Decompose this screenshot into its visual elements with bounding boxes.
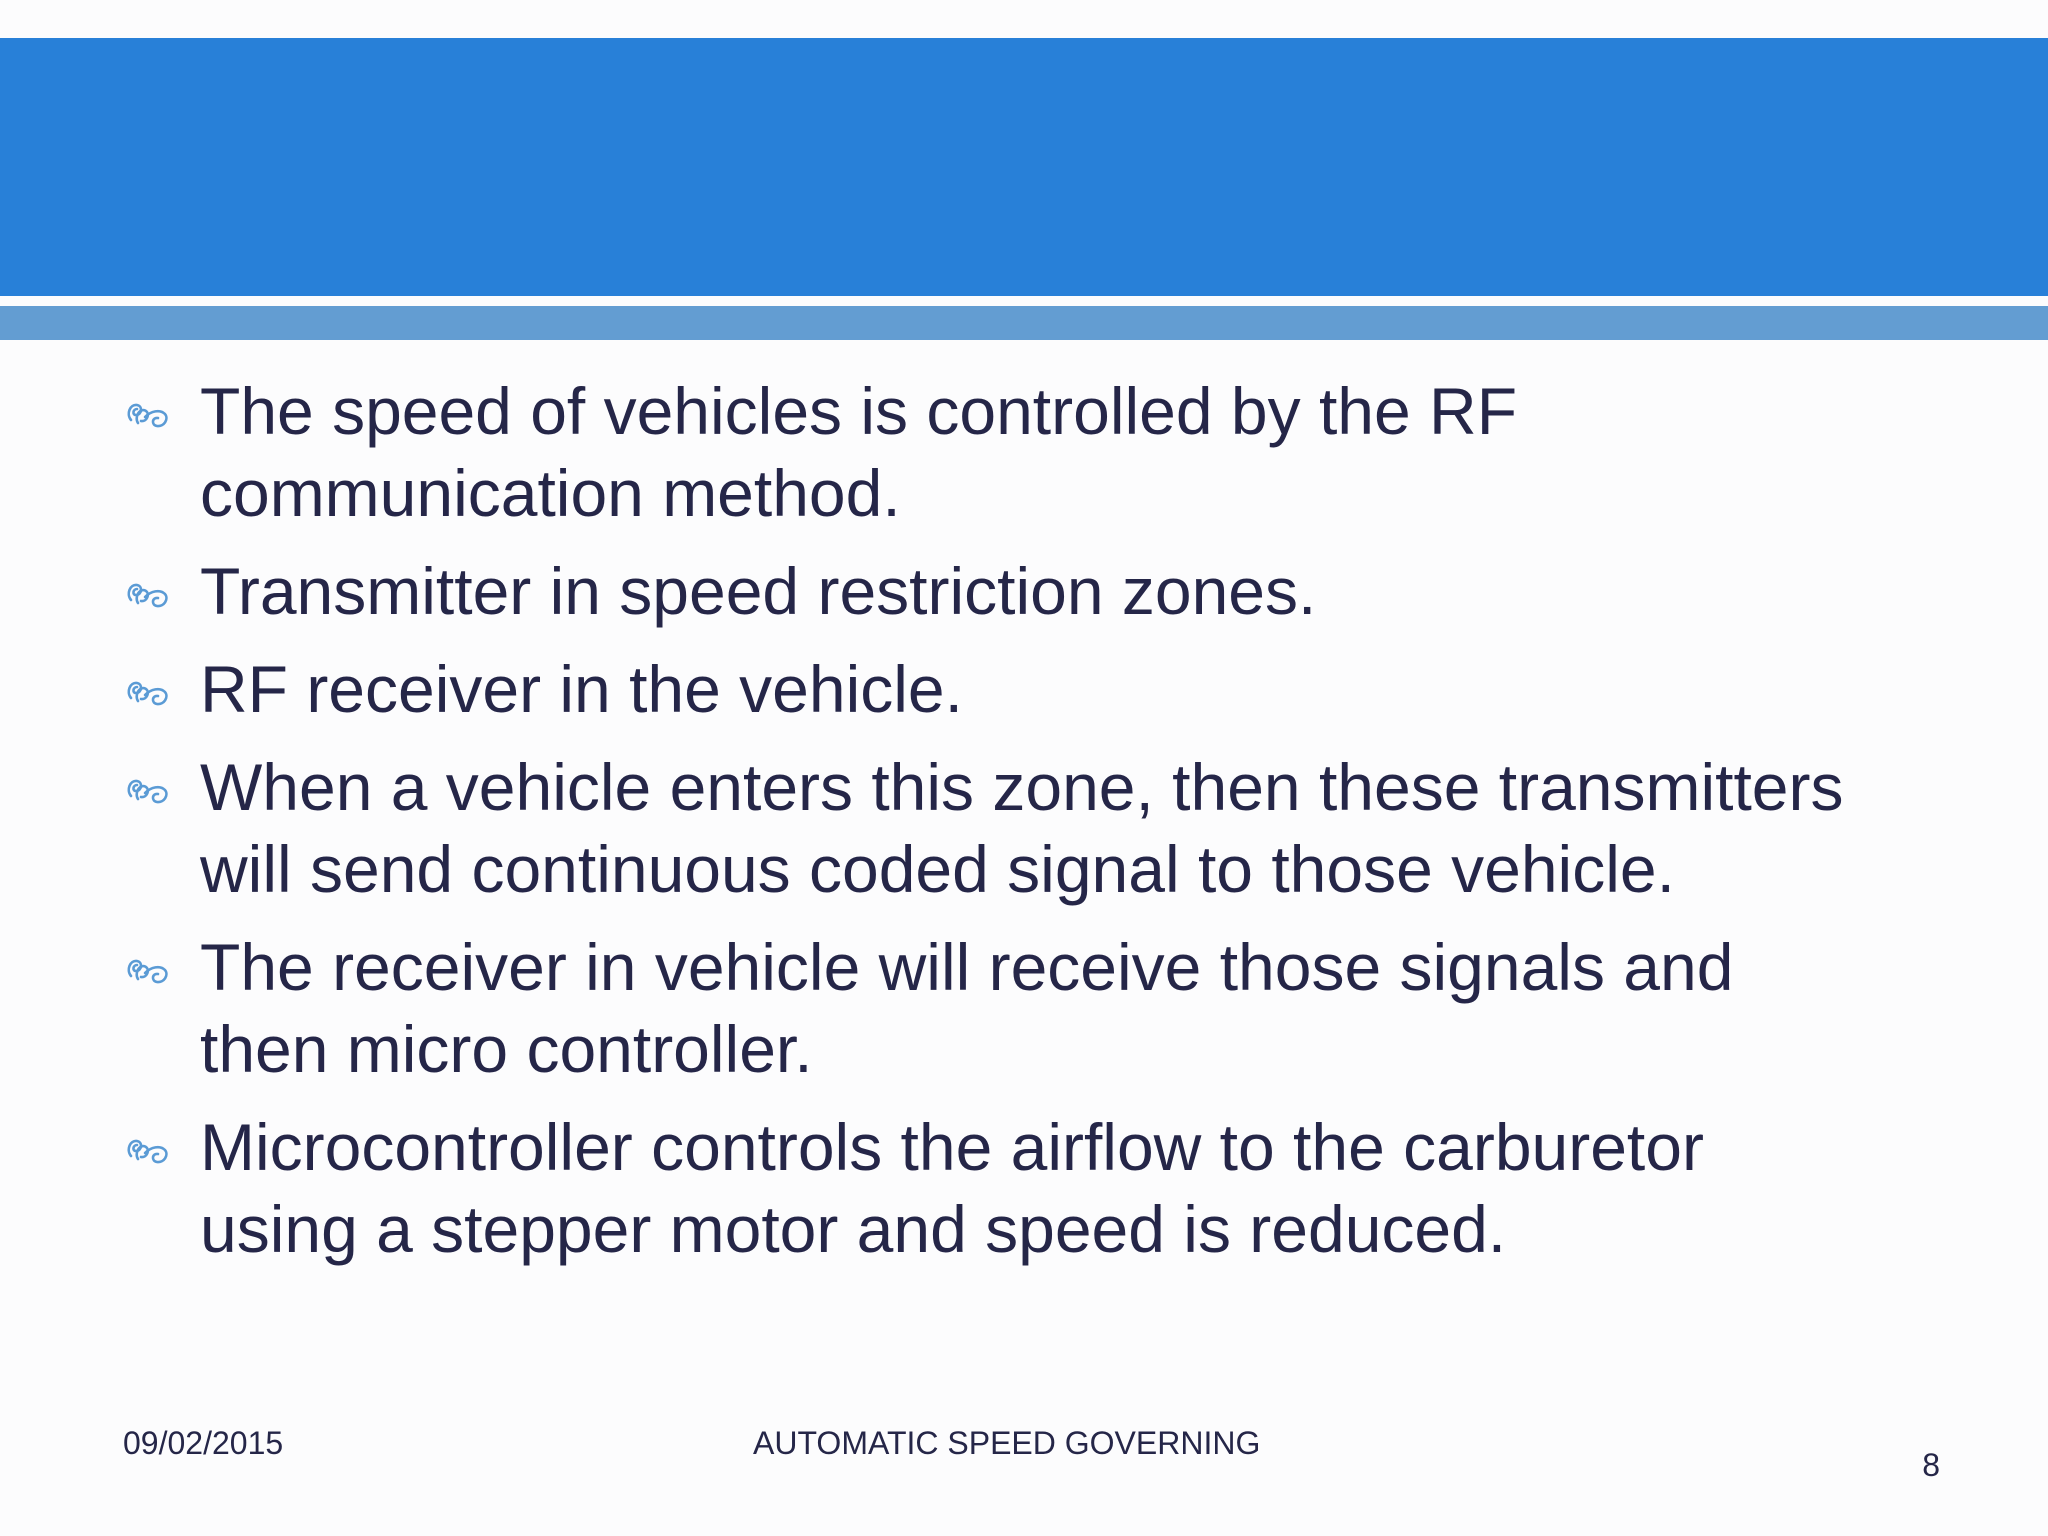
bullet-item: [120, 550, 1960, 632]
bullet-text: Microcontroller controls the airflow to the carburetor using a stepper motor and speed is reduced.: [200, 1110, 1704, 1266]
header-band: [0, 38, 2048, 296]
bullet-text: The receiver in vehicle will receive those signals and then micro controller.: [200, 930, 1734, 1086]
bullet-list: [120, 370, 1960, 1286]
bullet-text: RF receiver in the vehicle.: [200, 652, 963, 726]
bullet-item: [120, 746, 1960, 910]
bullet-item: [120, 926, 1960, 1090]
page-number: 8: [1922, 1447, 1940, 1483]
footer-title: AUTOMATIC SPEED GOVERNING: [753, 1425, 1261, 1461]
curl-ornament-icon: [124, 1132, 172, 1166]
bullet-item: [120, 370, 1960, 534]
bullet-text: Transmitter in speed restriction zones.: [200, 554, 1317, 628]
footer-date: 09/02/2015: [123, 1425, 284, 1461]
bullet-text: The speed of vehicles is controlled by the RF communication method.: [200, 374, 1518, 530]
bullet-item: [120, 648, 1960, 730]
curl-ornament-icon: [124, 396, 172, 430]
bullet-item: [120, 1106, 1960, 1270]
curl-ornament-icon: [124, 772, 172, 806]
curl-ornament-icon: [124, 674, 172, 708]
curl-ornament-icon: [124, 952, 172, 986]
curl-ornament-icon: [124, 576, 172, 610]
header-stripe: [0, 306, 2048, 340]
bullet-text: When a vehicle enters this zone, then these transmitters will send continuous coded signal to those vehicle.: [200, 750, 1844, 906]
